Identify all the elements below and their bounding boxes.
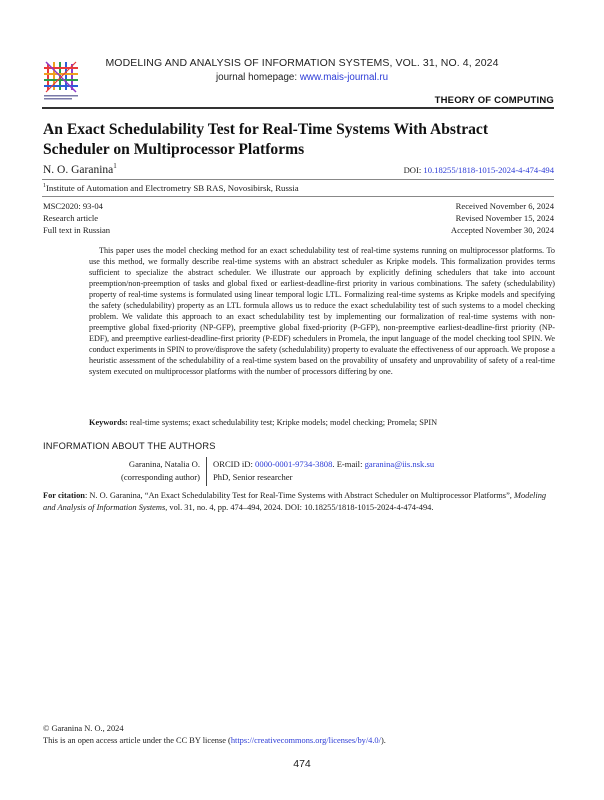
- email-label: E-mail:: [336, 459, 363, 469]
- copyright: © Garanina N. O., 2024: [43, 724, 124, 733]
- authors-divider: [206, 457, 207, 486]
- msc-code: MSC2020: 93-04: [43, 201, 103, 211]
- citation-journal: Modeling and Analysis of Information Systems: [43, 491, 547, 512]
- license-text-before: This is an open access article under the CC BY license (: [43, 736, 231, 745]
- doi-link[interactable]: 10.18255/1818-1015-2024-4-474-494: [423, 165, 554, 175]
- citation: [43, 490, 555, 513]
- doi-line: [404, 165, 554, 175]
- journal-homepage: [0, 72, 604, 83]
- homepage-link[interactable]: www.mais-journal.ru: [299, 72, 389, 83]
- author-degree: PhD, Senior researcher: [213, 472, 293, 482]
- license-text-after: ).: [380, 736, 386, 745]
- author-superscript: 1: [113, 162, 117, 170]
- email-link[interactable]: garanina@iis.nsk.su: [364, 459, 435, 469]
- author-contacts: [213, 459, 434, 469]
- full-text-language: Full text in Russian: [43, 225, 111, 235]
- keywords-text: real-time systems; exact schedulability test; Kripke models; model checking; Promela; SPIN: [129, 418, 438, 427]
- affiliation-text: Institute of Automation and Electrometry SB RAS, Novosibirsk, Russia: [46, 183, 299, 193]
- license-link[interactable]: https://creativecommons.org/licenses/by/4.0/: [230, 736, 381, 745]
- authors-heading: INFORMATION ABOUT THE AUTHORS: [43, 441, 216, 451]
- author-full-name: Garanina, Natalia O.: [128, 459, 200, 469]
- keywords-label: Keywords:: [89, 418, 128, 427]
- section-label: THEORY OF COMPUTING: [434, 95, 554, 106]
- affiliation-superscript: 1: [43, 183, 46, 190]
- accepted-date: Accepted November 30, 2024: [450, 225, 554, 235]
- homepage-label: journal homepage:: [215, 72, 298, 83]
- author-role: (corresponding author): [121, 472, 200, 482]
- author-name: N. O. Garanina: [43, 163, 114, 176]
- author-rule: [42, 179, 554, 180]
- article-type: Research article: [43, 213, 99, 223]
- citation-text-before: : N. O. Garanina, “An Exact Schedulability Test for Real-Time Systems with Abstract Scheduler on Multiprocessor Platforms”,: [84, 491, 514, 500]
- article-title: An Exact Schedulability Test for Real-Time Systems With Abstract Scheduler on Multiprocessor Platforms: [43, 121, 489, 158]
- affiliation-rule: [42, 196, 554, 197]
- orcid-period: .: [332, 459, 335, 469]
- keywords: [89, 418, 555, 427]
- page-number: 474: [293, 758, 311, 770]
- revised-date: Revised November 15, 2024: [455, 213, 554, 223]
- abstract: This paper uses the model checking method for an exact schedulability test of real-time systems running on multiprocessor platforms. To use this method, we formally describe real-time systems with an abstract scheduler as Kripke models. This formalization provides terms sufficient to specialize the abstract scheduler. We illustrate our approach by explicitly defining schedulers that take into account preemption/non-preemption of tasks and global fixed or earliest-deadline-first priority in various combinations. The safety (schedulability) property of real-time systems is formulated using linear temporal logic LTL. Formalizing real-time systems as Kripke models and specifying the safety (schedulability) property as an LTL formula allows us to reduce the exact schedulability test of such systems to a model checking problem. We validate this approach to an exact schedulability test by implementing our formalization of real-time systems with non-preemptive global fixed-priority (NP-GFP), preemptive global fixed-priority (P-GFP), non-preemptive earliest-deadline-first priority (NP-EDF), and preemptive earliest-deadline-first priority (P-EDF) schedulers in Promela, the input language of the model checking tool SPIN. We conduct experiments in SPIN to prove/disprove the safety (schedulability) property to evaluate the effectiveness of our approach. We propose a heuristic assessment of the schedulability of a real-time system based on the provability of unsafety and unprovability of safety of a real-time system executed on multiprocessor platforms with the number of processors differing by one.: [89, 246, 555, 376]
- doi-label: DOI:: [403, 165, 422, 175]
- citation-label: For citation: [43, 491, 85, 500]
- citation-text-after: , vol. 31, no. 4, pp. 474–494, 2024. DOI: 10.18255/1818-1015-2024-4-474-494.: [165, 502, 434, 512]
- received-date: Received November 6, 2024: [455, 201, 554, 211]
- journal-title: MODELING AND ANALYSIS OF INFORMATION SYSTEMS, VOL. 31, NO. 4, 2024: [105, 57, 499, 69]
- orcid-label: ORCID iD:: [213, 459, 253, 469]
- author-line: [43, 162, 117, 176]
- header-rule: [42, 107, 554, 109]
- orcid-link[interactable]: 0000-0001-9734-3808: [255, 459, 333, 469]
- license-line: [43, 736, 386, 745]
- affiliation: [43, 183, 299, 193]
